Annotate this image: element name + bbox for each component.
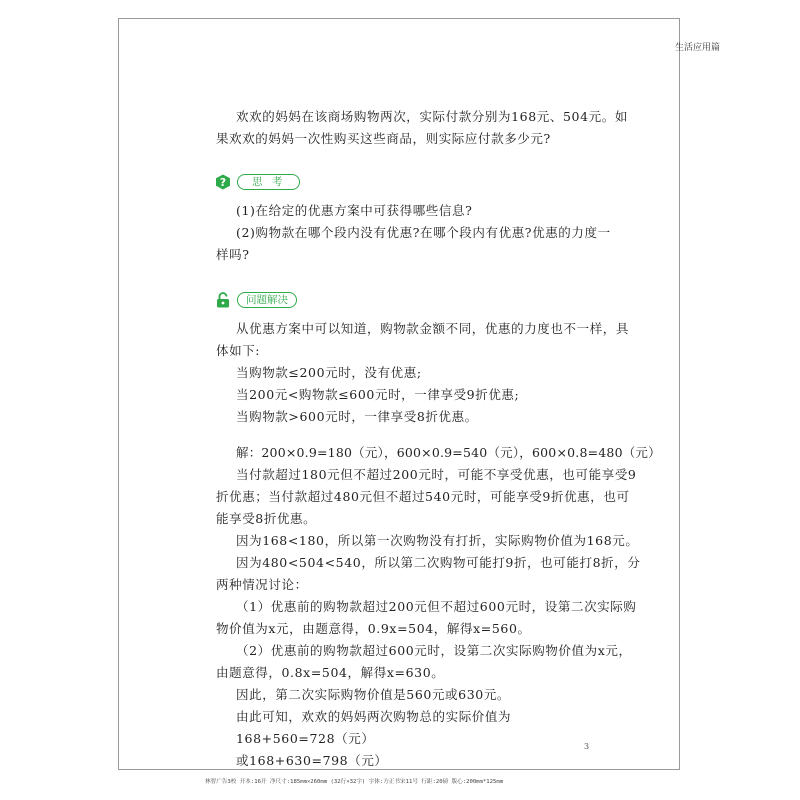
question-hexagon-icon: [215, 174, 231, 190]
think-line-2: (2)购物款在哪个段内没有优惠?在哪个段内有优惠?优惠的力度一: [236, 225, 611, 240]
solve-badge: [215, 292, 297, 308]
solve-line-20: 或168+630=798（元）: [236, 753, 388, 768]
solve-line-18: 由此可知，欢欢的妈妈两次购物总的实际价值为: [236, 709, 512, 724]
solve-line-11: 因为480<504<540，所以第二次购物可能打9折，也可能打8折，分: [236, 555, 641, 570]
problem-line-1: 欢欢的妈妈在该商场购物两次，实际付款分别为168元、504元。如: [236, 109, 628, 124]
solve-line-16: 由题意得，0.8x=504，解得x=630。: [216, 665, 445, 680]
solve-line-17: 因此，第二次实际购物价值是560元或630元。: [236, 687, 511, 702]
solve-line-6: 解：200×0.9=180（元），600×0.9=540（元），600×0.8=480（元）: [236, 445, 661, 460]
solve-line-19: 168+560=728（元）: [236, 731, 375, 746]
think-badge: [215, 174, 300, 190]
svg-text:?: ?: [219, 176, 227, 189]
solve-line-2: 体如下:: [216, 343, 261, 358]
print-spec-footer: 林智广告3校 开本:16开 净尺寸:185mm×260mm (32行×32字) 字体:方正书宋11号 行距:20磅 版心:200mm*125mm: [205, 779, 504, 785]
solve-line-4: 当200元<购物款≤600元时，一律享受9折优惠;: [236, 387, 520, 402]
think-line-1: (1)在给定的优惠方案中可获得哪些信息?: [236, 203, 473, 218]
solve-line-13: （1）优惠前的购物款超过200元但不超过600元时，设第二次实际购: [236, 599, 637, 614]
solve-line-8: 折优惠；当付款超过480元但不超过540元时，可能享受9折优惠，也可: [216, 489, 630, 504]
solve-line-12: 两种情况讨论：: [216, 577, 308, 592]
solve-line-10: 因为168<180，所以第一次购物没有打折，实际购物价值为168元。: [236, 533, 639, 548]
solve-line-1: 从优惠方案中可以知道，购物款金额不同，优惠的力度也不一样，具: [236, 321, 630, 336]
problem-line-2: 果欢欢的妈妈一次性购买这些商品，则实际应付款多少元?: [216, 131, 551, 146]
section-header: 生活应用篇: [674, 43, 720, 53]
solve-line-5: 当购物款>600元时，一律享受8折优惠。: [236, 409, 478, 424]
solve-line-3: 当购物款≤200元时，没有优惠;: [236, 365, 422, 380]
page-number: 3: [584, 742, 590, 751]
solve-label: 问题解决: [237, 292, 297, 308]
solve-line-9: 能享受8折优惠。: [216, 511, 317, 526]
solve-line-7: 当付款超过180元但不超过200元时，可能不享受优惠，也可能享受9: [236, 467, 637, 482]
unlock-icon: [215, 292, 231, 308]
solve-line-15: （2）优惠前的购物款超过600元时，设第二次实际购物价值为x元，: [236, 643, 632, 658]
think-line-3: 样吗?: [216, 247, 250, 262]
solve-line-14: 物价值为x元，由题意得，0.9x=504，解得x=560。: [216, 621, 531, 636]
think-label: 思 考: [237, 174, 300, 190]
